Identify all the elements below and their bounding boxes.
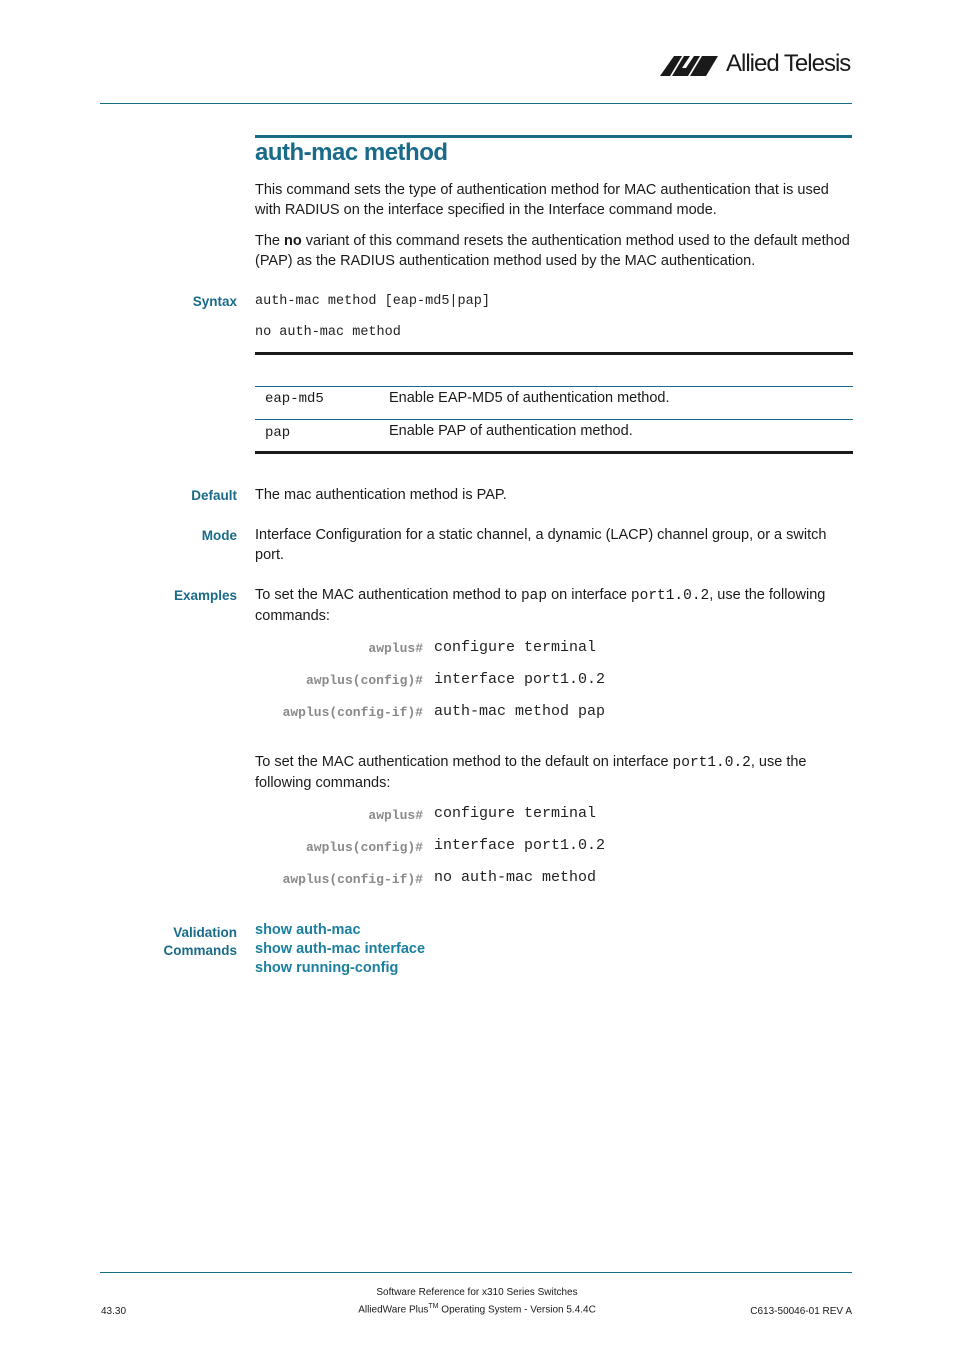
default-text: The mac authentication method is PAP.: [255, 487, 507, 503]
example-1-code-pap: pap: [520, 588, 548, 604]
allied-telesis-logo: [660, 50, 855, 80]
param-eap-md5: eap-md5: [265, 391, 324, 407]
mode-text: Interface Configuration for a static channel, a dynamic (LACP) channel group, or a switch port.: [255, 527, 827, 563]
title-rule: [255, 135, 852, 138]
link-show-auth-mac-interface[interactable]: show auth-mac interface: [255, 941, 426, 957]
example-2-code-port: port1.0.2: [672, 755, 751, 771]
cli-prompt: awplus#: [368, 641, 423, 656]
footer-version: Operating System - Version 5.4.4C: [438, 1304, 596, 1316]
validation-label-line-2: Commands: [163, 943, 237, 958]
mode-label: Mode: [201, 528, 237, 543]
header-rule: [100, 103, 852, 104]
no-variant-paragraph: [255, 231, 855, 271]
cli-prompt: awplus(config-if)#: [282, 872, 423, 887]
syntax-line-2: no auth-mac method: [255, 325, 401, 340]
footer-title: Software Reference for x310 Series Switches: [376, 1287, 578, 1298]
example-1-text-b: on interface: [547, 587, 631, 603]
cli-command: configure terminal: [434, 805, 597, 822]
footer-os-version: [300, 1303, 654, 1315]
param-pap-description: Enable PAP of authentication method.: [389, 423, 633, 439]
example-1-text-c: , use the following commands:: [255, 587, 826, 624]
cli-command: configure terminal: [434, 639, 597, 656]
footer-rule: [100, 1272, 852, 1273]
no-variant-suffix: variant of this command resets the authentication method used to the default method (PAP) as the RADIUS authentication method used by the MAC authentication.: [255, 233, 850, 269]
no-variant-prefix: The: [255, 233, 285, 249]
table-header-rule: [255, 386, 853, 387]
document-id: C613-50046-01 REV A: [750, 1306, 852, 1317]
footer-trademark: TM: [428, 1303, 439, 1310]
logo-mark-icon: [660, 54, 720, 80]
cli-prompt: awplus(config)#: [305, 840, 423, 855]
cli-command: interface port1.0.2: [434, 837, 606, 854]
cli-prompt: awplus(config-if)#: [282, 705, 423, 720]
no-keyword: no: [284, 233, 302, 249]
cli-command: no auth-mac method: [434, 869, 597, 886]
validation-commands-label: [97, 924, 237, 960]
link-show-auth-mac[interactable]: show auth-mac: [255, 922, 361, 938]
table-row-rule: [255, 419, 853, 420]
examples-label: Examples: [173, 588, 237, 603]
cli-prompt: awplus(config)#: [305, 673, 423, 688]
syntax-line-1: auth-mac method [eap-md5|pap]: [255, 294, 490, 309]
brand-name: Allied Telesis: [726, 50, 851, 77]
cli-command: auth-mac method pap: [434, 703, 606, 720]
example-2-text-a: To set the MAC authentication method to the default on interface: [255, 754, 673, 770]
cli-prompt: awplus#: [368, 808, 423, 823]
example-1-text-a: To set the MAC authentication method to: [255, 587, 521, 603]
default-label: Default: [191, 488, 237, 503]
example-2-text-b: , use the following commands:: [255, 754, 807, 791]
cli-command: interface port1.0.2: [434, 671, 606, 688]
table-bottom-rule: [255, 451, 853, 454]
link-show-running-config[interactable]: show running-config: [255, 960, 399, 976]
page-number: 43.30: [101, 1306, 127, 1317]
validation-label-line-1: Validation: [173, 925, 237, 940]
param-pap: pap: [265, 425, 291, 441]
footer-product: AlliedWare Plus: [358, 1304, 429, 1316]
description-paragraph: This command sets the type of authentication method for MAC authentication that is used with RADIUS on the interface specified in the Interface command mode.: [255, 182, 829, 218]
table-top-rule: [255, 352, 853, 355]
syntax-label: Syntax: [192, 294, 237, 309]
page-title: auth-mac method: [255, 139, 448, 166]
example-1-intro: [255, 585, 855, 626]
param-eap-md5-description: Enable EAP-MD5 of authentication method.: [389, 390, 670, 406]
example-1-code-port: port1.0.2: [630, 588, 710, 604]
example-2-intro: [255, 752, 855, 793]
